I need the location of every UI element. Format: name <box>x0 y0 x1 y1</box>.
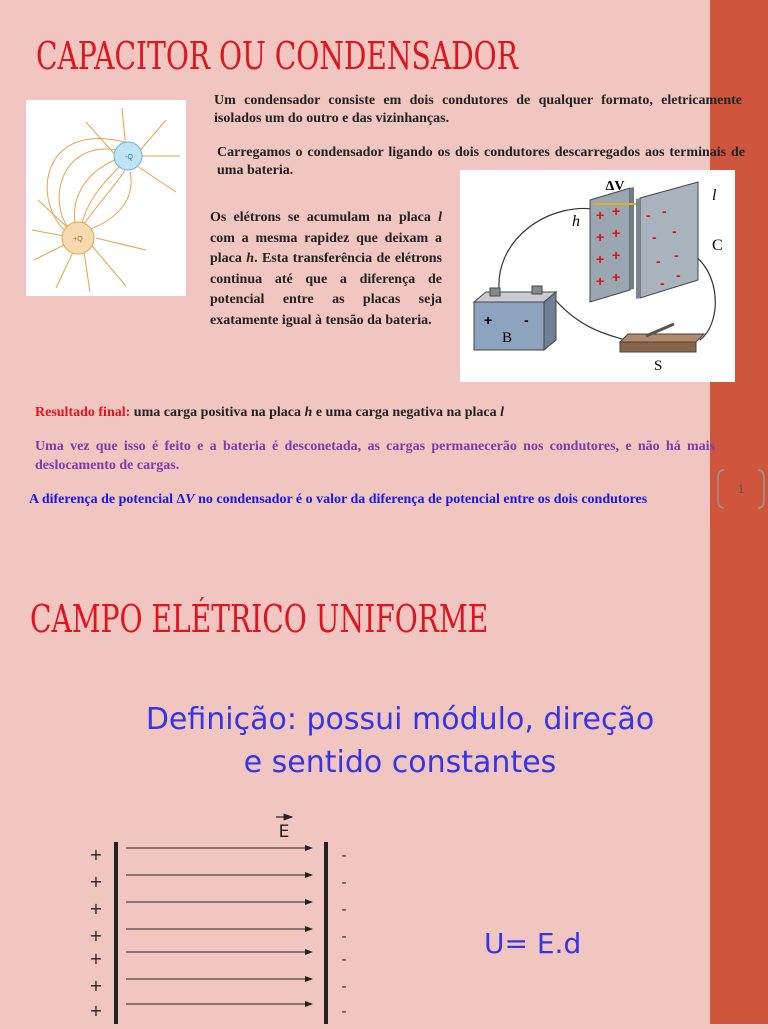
svg-text:-: - <box>674 247 679 263</box>
c-label: C <box>712 237 723 254</box>
minus-sign: - <box>341 929 347 945</box>
svg-text:+: + <box>596 207 605 223</box>
plus-sign: + <box>89 845 103 864</box>
delta-v-label: ΔV <box>605 179 625 194</box>
formula-text: U= E.d <box>484 927 582 960</box>
minus-sign: - <box>341 848 347 864</box>
minus-sign: - <box>341 902 347 918</box>
capacitor-circuit-figure <box>460 170 735 382</box>
result-paragraph: Resultado final: uma carga positiva na placa h e uma carga negativa na placa l <box>35 405 505 420</box>
positive-charge-label: +Q <box>73 236 83 243</box>
svg-text:-: - <box>656 253 661 269</box>
svg-text:-: - <box>672 223 677 239</box>
potential-difference-paragraph: A diferença de potencial ΔV no condensador é o valor da diferença de potencial entre os dois condutores <box>29 492 648 507</box>
plus-sign: + <box>89 976 103 995</box>
b-label: B <box>502 330 513 346</box>
minus-sign: - <box>341 875 347 891</box>
page-number: 1 <box>737 482 745 496</box>
battery-minus: - <box>524 312 529 328</box>
h-label: h <box>572 213 580 230</box>
paragraph-charging: Carregamos o condensador ligando os dois condutores descarregados aos terminais de uma bateria. <box>217 145 745 178</box>
plus-sign: + <box>89 872 103 891</box>
minus-sign: - <box>341 979 347 995</box>
plus-sign: + <box>89 1001 103 1020</box>
svg-text:+: + <box>612 225 621 241</box>
slide1-title: CAPACITOR OU CONDENSADOR <box>36 34 518 78</box>
minus-sign: - <box>341 1004 347 1020</box>
plus-sign: + <box>89 926 103 945</box>
svg-text:-: - <box>646 207 651 223</box>
svg-text:-: - <box>662 203 667 219</box>
svg-text:+: + <box>596 251 605 267</box>
definition-line-1: Definição: possui módulo, direção <box>145 702 655 737</box>
battery-plus: + <box>484 312 493 328</box>
svg-text:+: + <box>596 229 605 245</box>
slide2-title: CAMPO ELÉTRICO UNIFORME <box>30 597 489 641</box>
svg-text:+: + <box>612 247 621 263</box>
svg-text:+: + <box>596 273 605 289</box>
svg-text:-: - <box>676 267 681 283</box>
plus-sign: + <box>89 949 103 968</box>
svg-text:-: - <box>652 229 657 245</box>
uniform-field-diagram <box>80 806 370 1024</box>
paragraph-definition: Um condensador consiste em dois condutores de qualquer formato, eletricamente isolados um do outro e das vizinhanças. <box>214 93 742 126</box>
svg-text:-: - <box>660 275 665 291</box>
disconnect-paragraph: Uma vez que isso é feito e a bateria é desconetada, as cargas permanecerão nos condutores, e não há mais deslocamento de cargas. <box>35 439 715 473</box>
plus-sign: + <box>89 899 103 918</box>
svg-text:+: + <box>612 269 621 285</box>
svg-text:+: + <box>612 203 621 219</box>
negative-charge-label: -Q <box>125 154 133 161</box>
paragraph-electrons: Os elétrons se acumulam na placa l com a mesma rapidez que deixam a placa h. Esta transferência de elétrons continua até que a diferença de potencial entre as placas seja exatamente igual à tensão da bateria. <box>210 210 442 328</box>
l-label: l <box>712 187 717 204</box>
definition-line-2: e sentido constantes <box>243 745 557 780</box>
charges-field-figure <box>26 100 186 296</box>
definition-text <box>80 698 720 784</box>
s-label: S <box>654 358 663 374</box>
field-label: E <box>278 822 290 842</box>
minus-sign: - <box>341 952 347 968</box>
